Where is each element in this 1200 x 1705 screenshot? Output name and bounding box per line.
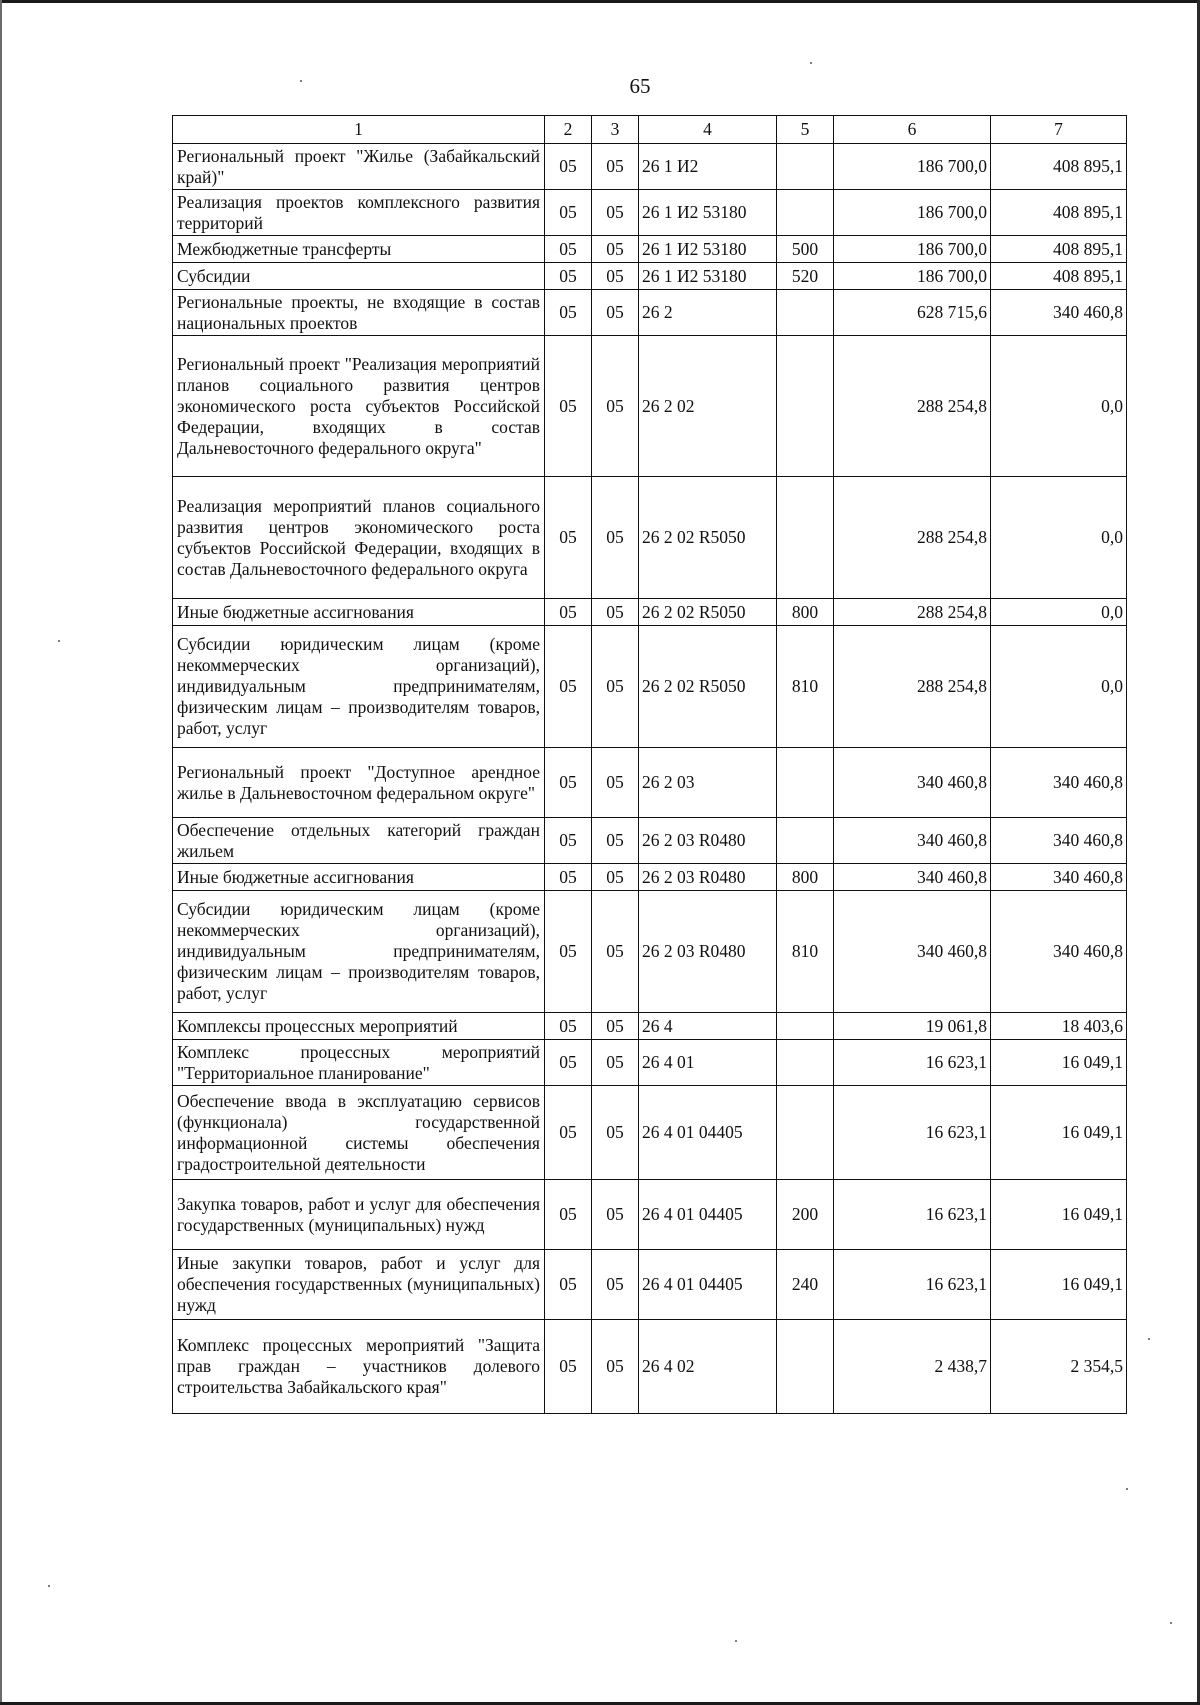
subsection-code-cell: 05 [592, 1086, 639, 1180]
expense-type-cell: 200 [777, 1180, 834, 1250]
section-code-cell: 05 [545, 626, 592, 748]
amount-year1-cell: 288 254,8 [834, 477, 991, 599]
amount-year1-cell: 340 460,8 [834, 748, 991, 818]
subsection-code-cell: 05 [592, 190, 639, 236]
scan-speck [58, 640, 60, 642]
target-article-cell: 26 2 02 R5050 [639, 626, 777, 748]
amount-year2-cell: 0,0 [991, 626, 1127, 748]
amount-year1-cell: 16 623,1 [834, 1040, 991, 1086]
amount-year2-cell: 0,0 [991, 477, 1127, 599]
expense-type-cell: 500 [777, 236, 834, 263]
scan-border-top [0, 0, 1200, 3]
subsection-code-cell: 05 [592, 1180, 639, 1250]
expense-type-cell [777, 818, 834, 864]
subsection-code-cell: 05 [592, 263, 639, 290]
target-article-cell: 26 4 01 04405 [639, 1086, 777, 1180]
subsection-code-cell: 05 [592, 336, 639, 477]
row-name-cell: Реализация проектов комплексного развития территорий [173, 190, 545, 236]
table-row [173, 477, 1127, 599]
target-article-cell: 26 4 [639, 1013, 777, 1040]
amount-year1-cell: 2 438,7 [834, 1320, 991, 1414]
target-article-cell: 26 4 02 [639, 1320, 777, 1414]
target-article-cell: 26 1 И2 53180 [639, 190, 777, 236]
table-header-row [173, 116, 1127, 144]
section-code-cell: 05 [545, 190, 592, 236]
subsection-code-cell: 05 [592, 236, 639, 263]
budget-table [172, 115, 1127, 1414]
target-article-cell: 26 1 И2 53180 [639, 263, 777, 290]
expense-type-cell: 240 [777, 1250, 834, 1320]
subsection-code-cell: 05 [592, 477, 639, 599]
scan-speck [735, 1640, 737, 1642]
target-article-cell: 26 2 02 R5050 [639, 477, 777, 599]
table-row [173, 1040, 1127, 1086]
amount-year2-cell: 340 460,8 [991, 891, 1127, 1013]
target-article-cell: 26 2 02 R5050 [639, 599, 777, 626]
row-name-cell: Региональные проекты, не входящие в состав национальных проектов [173, 290, 545, 336]
header-cell: 4 [639, 116, 777, 144]
subsection-code-cell: 05 [592, 864, 639, 891]
subsection-code-cell: 05 [592, 1250, 639, 1320]
amount-year1-cell: 288 254,8 [834, 336, 991, 477]
section-code-cell: 05 [545, 748, 592, 818]
expense-type-cell: 800 [777, 864, 834, 891]
expense-type-cell [777, 336, 834, 477]
subsection-code-cell: 05 [592, 891, 639, 1013]
section-code-cell: 05 [545, 1013, 592, 1040]
expense-type-cell [777, 1040, 834, 1086]
row-name-cell: Субсидии юридическим лицам (кроме некоммерческих организаций), индивидуальным предпринимателям, физическим лицам – производителям товаров, работ, услуг [173, 891, 545, 1013]
table-row [173, 1086, 1127, 1180]
subsection-code-cell: 05 [592, 818, 639, 864]
expense-type-cell [777, 477, 834, 599]
target-article-cell: 26 2 [639, 290, 777, 336]
subsection-code-cell: 05 [592, 1320, 639, 1414]
row-name-cell: Закупка товаров, работ и услуг для обеспечения государственных (муниципальных) нужд [173, 1180, 545, 1250]
amount-year2-cell: 408 895,1 [991, 236, 1127, 263]
amount-year1-cell: 16 623,1 [834, 1086, 991, 1180]
amount-year1-cell: 186 700,0 [834, 190, 991, 236]
row-name-cell: Обеспечение ввода в эксплуатацию сервисов (функционала) государственной информационной системы обеспечения градостроительной деятельности [173, 1086, 545, 1180]
expense-type-cell [777, 144, 834, 190]
scan-border-left [0, 0, 2, 1705]
header-cell: 7 [991, 116, 1127, 144]
table-row [173, 263, 1127, 290]
subsection-code-cell: 05 [592, 290, 639, 336]
amount-year1-cell: 186 700,0 [834, 263, 991, 290]
row-name-cell: Межбюджетные трансферты [173, 236, 545, 263]
section-code-cell: 05 [545, 336, 592, 477]
amount-year1-cell: 16 623,1 [834, 1250, 991, 1320]
amount-year2-cell: 408 895,1 [991, 263, 1127, 290]
amount-year2-cell: 16 049,1 [991, 1180, 1127, 1250]
expense-type-cell [777, 1013, 834, 1040]
subsection-code-cell: 05 [592, 1040, 639, 1086]
target-article-cell: 26 2 03 R0480 [639, 818, 777, 864]
table-row [173, 144, 1127, 190]
amount-year2-cell: 16 049,1 [991, 1250, 1127, 1320]
section-code-cell: 05 [545, 1320, 592, 1414]
header-cell: 6 [834, 116, 991, 144]
row-name-cell: Иные бюджетные ассигнования [173, 599, 545, 626]
row-name-cell: Реализация мероприятий планов социального развития центров экономического роста субъектов Российской Федерации, входящих в состав Дальневосточного федерального округа [173, 477, 545, 599]
amount-year2-cell: 0,0 [991, 336, 1127, 477]
header-cell: 5 [777, 116, 834, 144]
amount-year1-cell: 19 061,8 [834, 1013, 991, 1040]
section-code-cell: 05 [545, 236, 592, 263]
subsection-code-cell: 05 [592, 1013, 639, 1040]
section-code-cell: 05 [545, 1250, 592, 1320]
row-name-cell: Обеспечение отдельных категорий граждан жильем [173, 818, 545, 864]
page-number: 65 [629, 74, 651, 98]
amount-year2-cell: 16 049,1 [991, 1040, 1127, 1086]
table-row [173, 1180, 1127, 1250]
subsection-code-cell: 05 [592, 748, 639, 818]
amount-year1-cell: 288 254,8 [834, 599, 991, 626]
expense-type-cell: 810 [777, 626, 834, 748]
row-name-cell: Субсидии [173, 263, 545, 290]
expense-type-cell [777, 290, 834, 336]
expense-type-cell [777, 748, 834, 818]
scan-speck [1148, 1338, 1150, 1340]
table-row [173, 599, 1127, 626]
subsection-code-cell: 05 [592, 626, 639, 748]
table-row [173, 1013, 1127, 1040]
section-code-cell: 05 [545, 599, 592, 626]
section-code-cell: 05 [545, 477, 592, 599]
amount-year1-cell: 340 460,8 [834, 891, 991, 1013]
amount-year1-cell: 16 623,1 [834, 1180, 991, 1250]
expense-type-cell [777, 1320, 834, 1414]
row-name-cell: Иные бюджетные ассигнования [173, 864, 545, 891]
amount-year1-cell: 186 700,0 [834, 236, 991, 263]
target-article-cell: 26 2 02 [639, 336, 777, 477]
table-row [173, 626, 1127, 748]
expense-type-cell: 810 [777, 891, 834, 1013]
table-row [173, 236, 1127, 263]
amount-year2-cell: 340 460,8 [991, 748, 1127, 818]
expense-type-cell [777, 1086, 834, 1180]
row-name-cell: Комплексы процессных мероприятий [173, 1013, 545, 1040]
section-code-cell: 05 [545, 263, 592, 290]
amount-year1-cell: 288 254,8 [834, 626, 991, 748]
section-code-cell: 05 [545, 1180, 592, 1250]
table-row [173, 891, 1127, 1013]
table-row [173, 818, 1127, 864]
target-article-cell: 26 1 И2 53180 [639, 236, 777, 263]
row-name-cell: Региональный проект "Реализация мероприятий планов социального развития центров экономического роста субъектов Российской Федерации, входящих в состав Дальневосточного федерального округа" [173, 336, 545, 477]
scan-speck [1126, 1488, 1128, 1490]
amount-year1-cell: 628 715,6 [834, 290, 991, 336]
amount-year1-cell: 186 700,0 [834, 144, 991, 190]
amount-year1-cell: 340 460,8 [834, 818, 991, 864]
table-row [173, 190, 1127, 236]
amount-year2-cell: 340 460,8 [991, 818, 1127, 864]
amount-year1-cell: 340 460,8 [834, 864, 991, 891]
table-row [173, 336, 1127, 477]
row-name-cell: Региональный проект "Жилье (Забайкальский край)" [173, 144, 545, 190]
subsection-code-cell: 05 [592, 144, 639, 190]
table-row [173, 864, 1127, 891]
header-cell: 1 [173, 116, 545, 144]
section-code-cell: 05 [545, 891, 592, 1013]
row-name-cell: Субсидии юридическим лицам (кроме некоммерческих организаций), индивидуальным предпринимателям, физическим лицам – производителям товаров, работ, услуг [173, 626, 545, 748]
header-cell: 3 [592, 116, 639, 144]
row-name-cell: Комплекс процессных мероприятий "Защита прав граждан – участников долевого строительства Забайкальского края" [173, 1320, 545, 1414]
scan-speck [810, 62, 812, 64]
expense-type-cell [777, 190, 834, 236]
target-article-cell: 26 4 01 04405 [639, 1250, 777, 1320]
amount-year2-cell: 340 460,8 [991, 864, 1127, 891]
table-row [173, 290, 1127, 336]
row-name-cell: Иные закупки товаров, работ и услуг для обеспечения государственных (муниципальных) нужд [173, 1250, 545, 1320]
section-code-cell: 05 [545, 144, 592, 190]
table-row [173, 748, 1127, 818]
target-article-cell: 26 2 03 [639, 748, 777, 818]
table-row [173, 1320, 1127, 1414]
header-cell: 2 [545, 116, 592, 144]
target-article-cell: 26 4 01 04405 [639, 1180, 777, 1250]
target-article-cell: 26 4 01 [639, 1040, 777, 1086]
amount-year2-cell: 2 354,5 [991, 1320, 1127, 1414]
amount-year2-cell: 408 895,1 [991, 144, 1127, 190]
target-article-cell: 26 1 И2 [639, 144, 777, 190]
target-article-cell: 26 2 03 R0480 [639, 864, 777, 891]
section-code-cell: 05 [545, 818, 592, 864]
expense-type-cell: 800 [777, 599, 834, 626]
amount-year2-cell: 408 895,1 [991, 190, 1127, 236]
row-name-cell: Комплекс процессных мероприятий "Территориальное планирование" [173, 1040, 545, 1086]
subsection-code-cell: 05 [592, 599, 639, 626]
amount-year2-cell: 0,0 [991, 599, 1127, 626]
row-name-cell: Региональный проект "Доступное арендное жилье в Дальневосточном федеральном округе" [173, 748, 545, 818]
amount-year2-cell: 18 403,6 [991, 1013, 1127, 1040]
amount-year2-cell: 16 049,1 [991, 1086, 1127, 1180]
scan-speck [300, 80, 302, 82]
target-article-cell: 26 2 03 R0480 [639, 891, 777, 1013]
scan-speck [48, 1585, 50, 1587]
table-row [173, 1250, 1127, 1320]
section-code-cell: 05 [545, 1086, 592, 1180]
section-code-cell: 05 [545, 1040, 592, 1086]
amount-year2-cell: 340 460,8 [991, 290, 1127, 336]
section-code-cell: 05 [545, 864, 592, 891]
scan-speck [1170, 1622, 1172, 1624]
expense-type-cell: 520 [777, 263, 834, 290]
section-code-cell: 05 [545, 290, 592, 336]
